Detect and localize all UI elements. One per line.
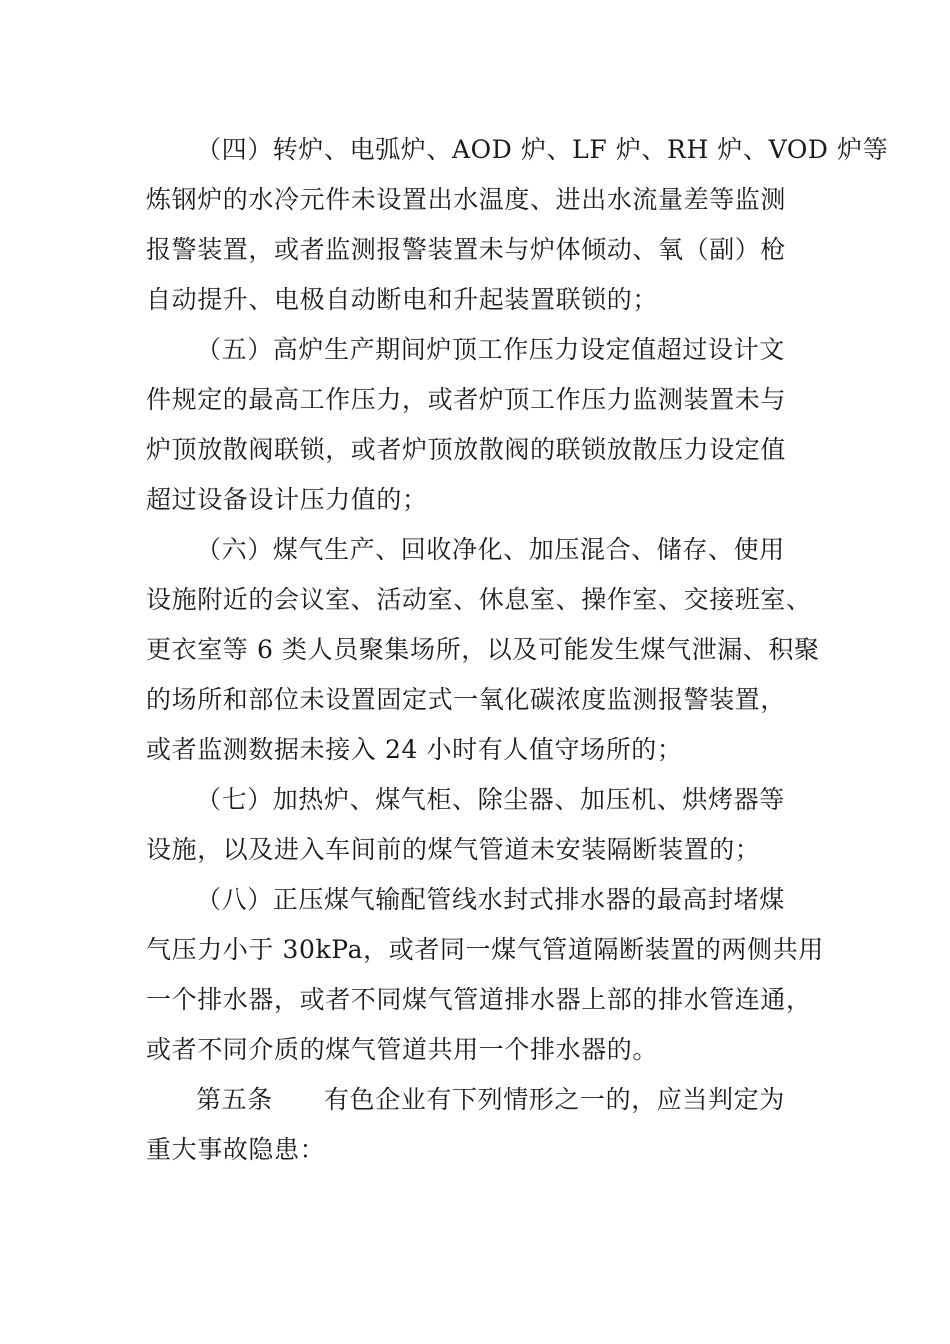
para-5-line-2: 件规定的最高工作压力，或者炉顶工作压力监测装置未与 xyxy=(146,385,787,414)
para-5-line-3: 炉顶放散阀联锁，或者炉顶放散阀的联锁放散压力设定值 xyxy=(146,435,787,464)
para-6-line-4: 的场所和部位未设置固定式一氧化碳浓度监测报警装置， xyxy=(146,685,787,714)
para-4-line-4: 自动提升、电极自动断电和升起装置联锁的； xyxy=(146,285,659,314)
para-6-line-1: （六）煤气生产、回收净化、加压混合、储存、使用 xyxy=(196,535,785,564)
para-8-line-3: 一个排水器，或者不同煤气管道排水器上部的排水管连通， xyxy=(146,985,812,1014)
para-7-line-1: （七）加热炉、煤气柜、除尘器、加压机、烘烤器等 xyxy=(196,785,785,814)
article-5-line-1: 第五条 有色企业有下列情形之一的，应当判定为 xyxy=(196,1085,785,1114)
para-7-line-2: 设施，以及进入车间前的煤气管道未安装隔断装置的； xyxy=(146,835,761,864)
para-5-line-1: （五）高炉生产期间炉顶工作压力设定值超过设计文 xyxy=(196,335,785,364)
para-4-line-1: （四）转炉、电弧炉、AOD 炉、LF 炉、RH 炉、VOD 炉等 xyxy=(196,135,889,164)
para-8-line-1: （八）正压煤气输配管线水封式排水器的最高封堵煤 xyxy=(196,885,785,914)
para-6-line-5: 或者监测数据未接入 24 小时有人值守场所的； xyxy=(146,735,683,764)
article-5-line-2: 重大事故隐患： xyxy=(146,1135,326,1164)
para-6-line-3: 更衣室等 6 类人员聚集场所，以及可能发生煤气泄漏、积聚 xyxy=(146,635,820,664)
para-8-line-4: 或者不同介质的煤气管道共用一个排水器的。 xyxy=(146,1035,659,1064)
para-5-line-4: 超过设备设计压力值的； xyxy=(146,485,428,514)
para-8-line-2: 气压力小于 30kPa，或者同一煤气管道隔断装置的两侧共用 xyxy=(146,935,824,964)
para-4-line-3: 报警装置，或者监测报警装置未与炉体倾动、氧（副）枪 xyxy=(146,235,787,264)
para-4-line-2: 炼钢炉的水冷元件未设置出水温度、进出水流量差等监测 xyxy=(146,185,787,214)
para-6-line-2: 设施附近的会议室、活动室、休息室、操作室、交接班室、 xyxy=(146,585,812,614)
